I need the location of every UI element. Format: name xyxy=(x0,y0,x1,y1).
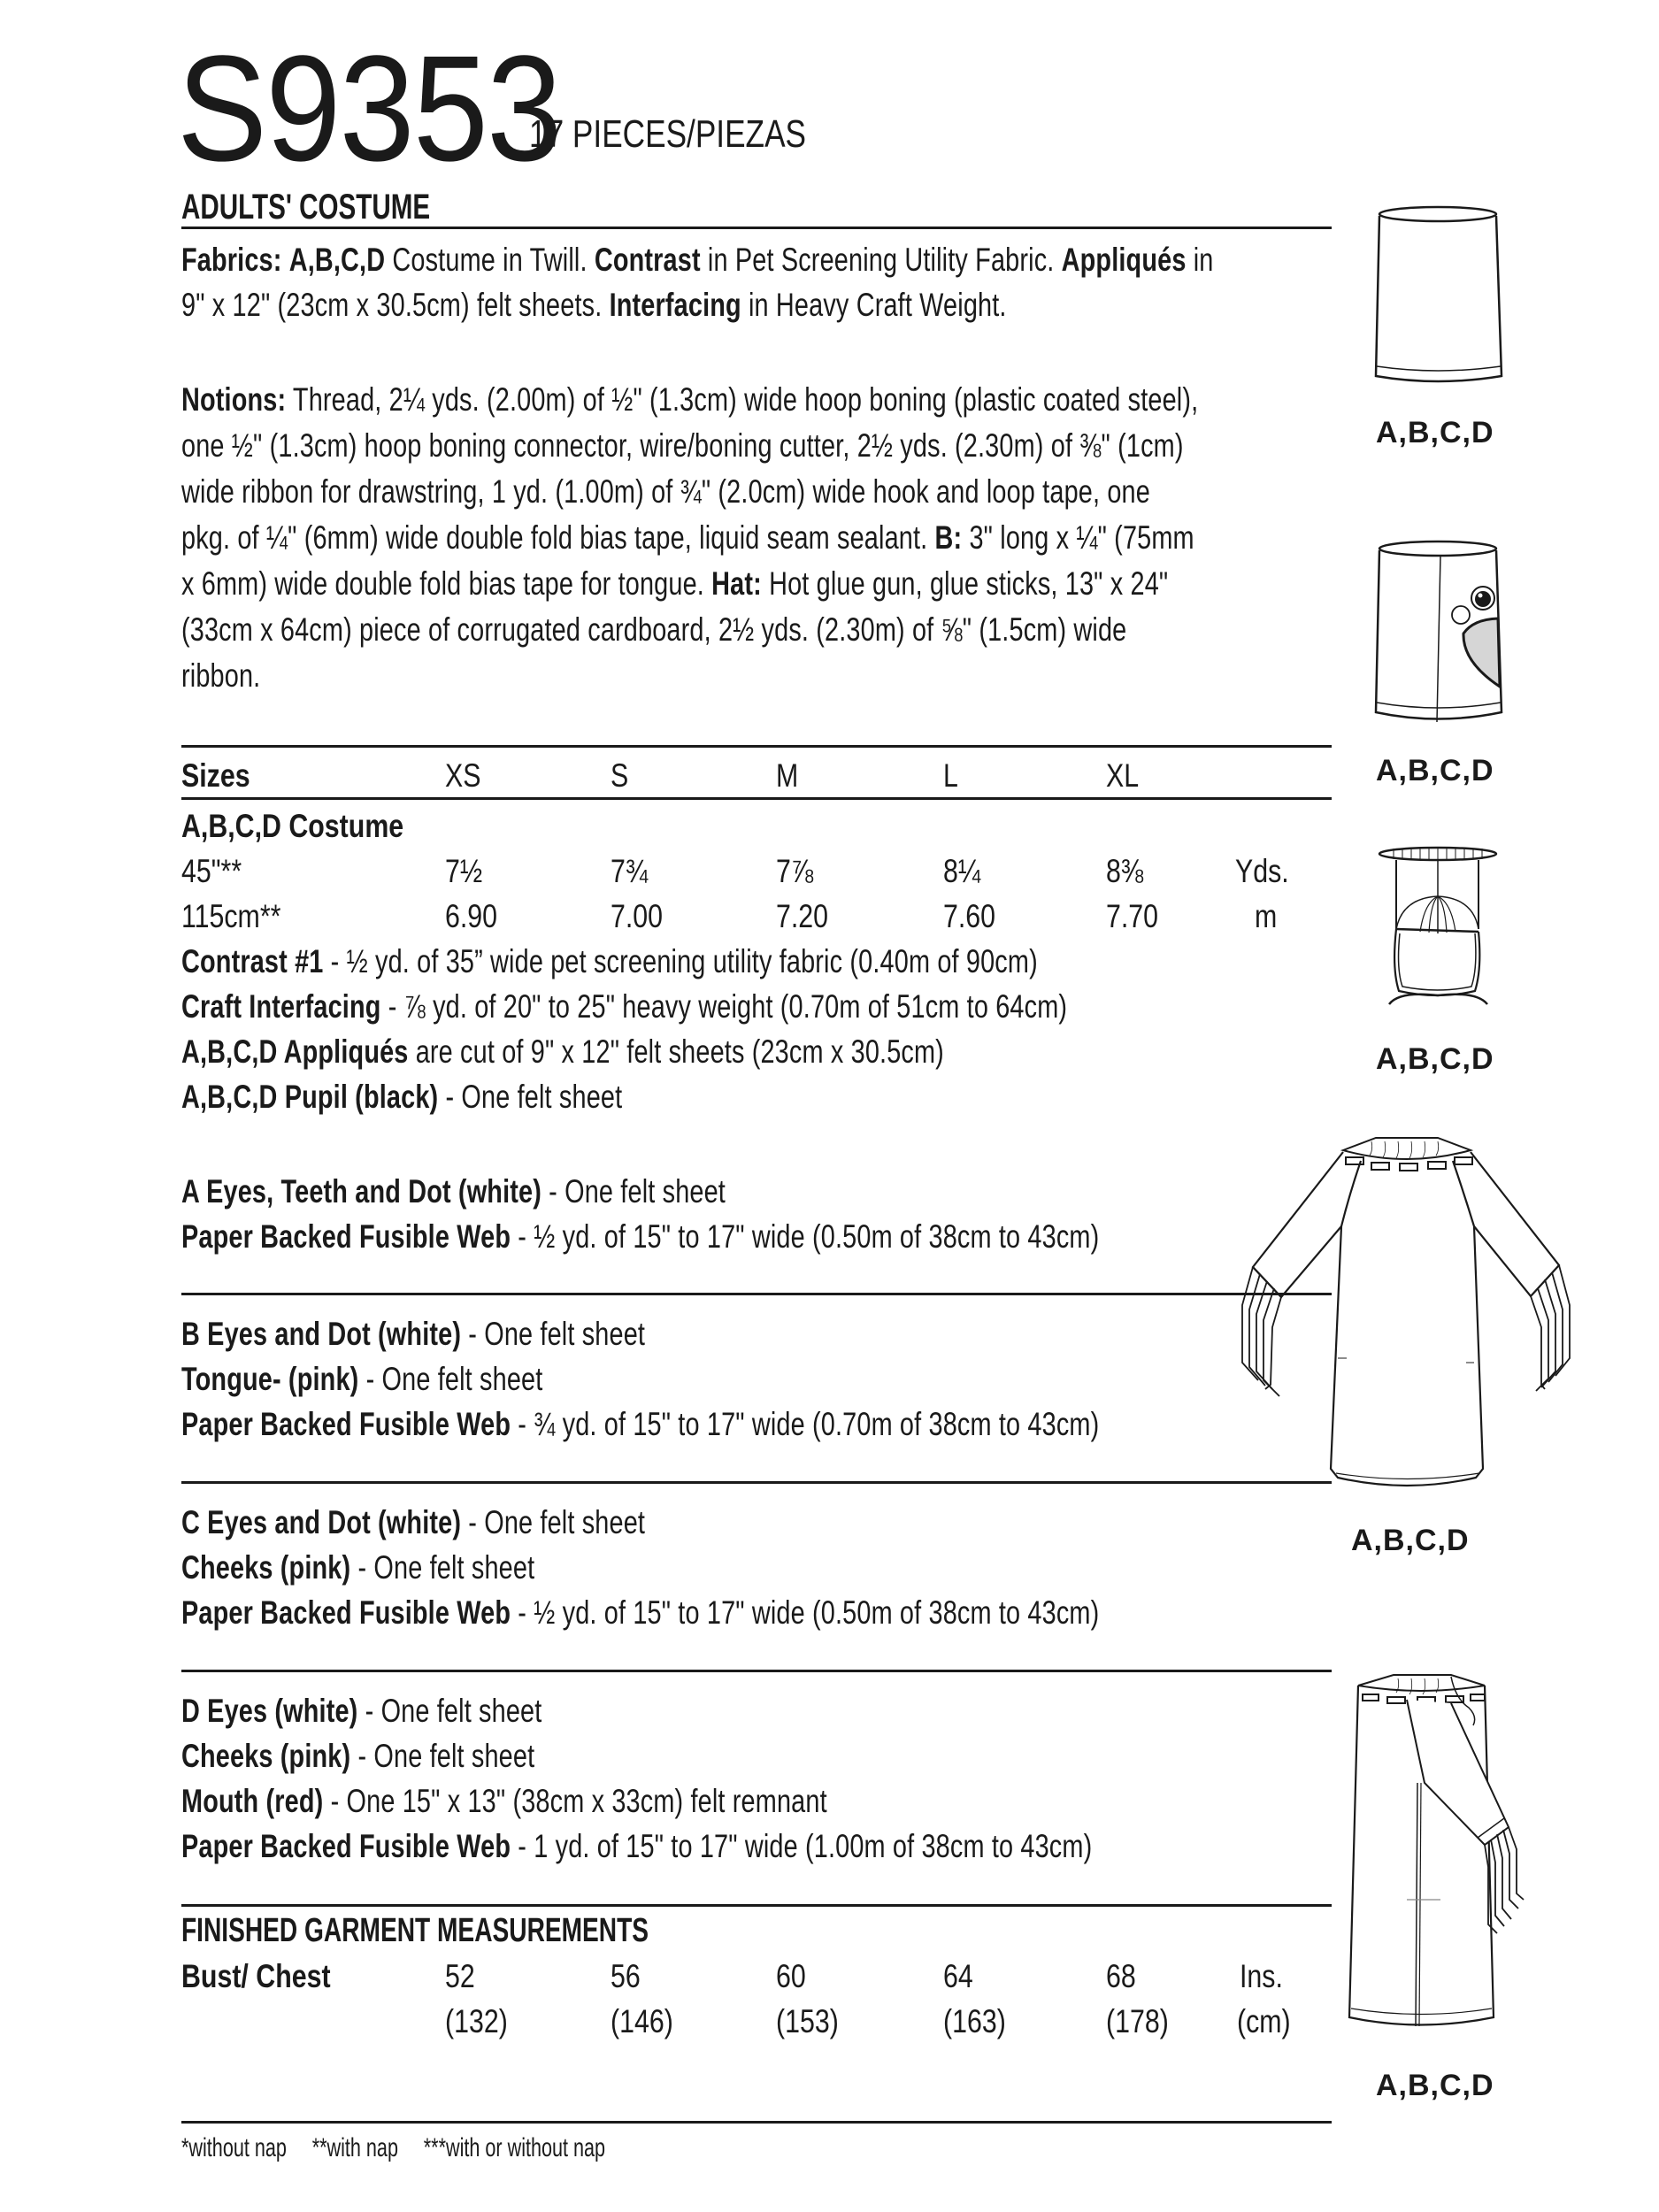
divider xyxy=(181,745,1332,748)
appliques-note: A,B,C,D Appliqués are cut of 9" x 12" felt sheets (23cm x 30.5cm) xyxy=(181,1033,944,1070)
yardage-m: 7⅞ xyxy=(776,853,814,889)
hat-frame-caption: A,B,C,D xyxy=(1376,1042,1494,1076)
divider xyxy=(181,1481,1332,1484)
notions-line-4: pkg. of ¼" (6mm) wide double fold bias tape, liquid seam sealant. B: 3" long x ¼" (75mm xyxy=(181,519,1194,556)
bust-m: 60 xyxy=(776,1958,806,1994)
measurements-heading: FINISHED GARMENT MEASUREMENTS xyxy=(181,1912,649,1949)
view-a-item-2: Paper Backed Fusible Web - ½ yd. of 15" to 17" wide (0.50m of 38cm to 43cm) xyxy=(181,1218,1100,1255)
size-xl: XL xyxy=(1106,757,1140,794)
contrast-note: Contrast #1 - ½ yd. of 35” wide pet screening utility fabric (0.40m of 90cm) xyxy=(181,943,1038,979)
piece-count: 17 PIECES/PIEZAS xyxy=(529,112,807,156)
yardage-xs: 7½ xyxy=(445,853,483,889)
bust-chest-label: Bust/ Chest xyxy=(181,1958,331,1994)
costume-front-caption: A,B,C,D xyxy=(1351,1524,1470,1557)
yardage-s: 7¾ xyxy=(611,853,649,889)
bust-s: 56 xyxy=(611,1958,641,1994)
footnotes: *without nap **with nap ***with or without nap xyxy=(181,2133,606,2162)
hat-plain-illustration xyxy=(1367,205,1509,382)
size-xs: XS xyxy=(445,757,481,794)
yardage-xl: 8⅜ xyxy=(1106,853,1144,889)
bust-xl: 68 xyxy=(1106,1958,1136,1994)
view-c-item-1: C Eyes and Dot (white) - One felt sheet xyxy=(181,1504,646,1540)
notions-line-6: (33cm x 64cm) piece of corrugated cardboard, 2½ yds. (2.30m) of ⅝" (1.5cm) wide xyxy=(181,611,1127,648)
meters-s: 7.00 xyxy=(611,898,664,934)
size-s: S xyxy=(611,757,629,794)
size-m: M xyxy=(776,757,799,794)
notions-line-7: ribbon. xyxy=(181,657,261,694)
meters-xs: 6.90 xyxy=(445,898,498,934)
view-b-item-2: Tongue- (pink) - One felt sheet xyxy=(181,1361,543,1397)
bust-cm-xl: (178) xyxy=(1106,2003,1169,2039)
fabrics-line-1: Fabrics: A,B,C,D Costume in Twill. Contrast in Pet Screening Utility Fabric. Appliqués in xyxy=(181,242,1214,278)
notions-line-5: x 6mm) wide double fold bias tape for tongue. Hat: Hot glue gun, glue sticks, 13" x 24" xyxy=(181,565,1169,602)
row-label-115cm: 115cm** xyxy=(181,898,281,934)
divider xyxy=(181,1293,1332,1295)
fabrics-line-2: 9" x 12" (23cm x 30.5cm) felt sheets. Interfacing in Heavy Craft Weight. xyxy=(181,287,1007,323)
unit-m: m xyxy=(1255,898,1278,934)
hat-frame-illustration xyxy=(1367,845,1509,1013)
view-b-item-1: B Eyes and Dot (white) - One felt sheet xyxy=(181,1316,646,1352)
divider xyxy=(181,227,1332,229)
divider xyxy=(181,1670,1332,1672)
notions-line-2: one ½" (1.3cm) hoop boning connector, wire/boning cutter, 2½ yds. (2.30m) of ⅜" (1cm) xyxy=(181,427,1184,464)
bust-cm-s: (146) xyxy=(611,2003,673,2039)
bust-cm-xs: (132) xyxy=(445,2003,508,2039)
view-d-item-4: Paper Backed Fusible Web - 1 yd. of 15" to 17" wide (1.00m of 38cm to 43cm) xyxy=(181,1828,1093,1864)
meters-m: 7.20 xyxy=(776,898,829,934)
meters-xl: 7.70 xyxy=(1106,898,1159,934)
view-a-item-1: A Eyes, Teeth and Dot (white) - One felt sheet xyxy=(181,1173,726,1210)
hat-face-illustration xyxy=(1367,538,1509,724)
meters-l: 7.60 xyxy=(943,898,996,934)
view-d-item-1: D Eyes (white) - One felt sheet xyxy=(181,1693,542,1729)
hat-face-caption: A,B,C,D xyxy=(1376,754,1494,787)
notions-line-1: Notions: Thread, 2¼ yds. (2.00m) of ½" (1.3cm) wide hoop boning (plastic coated steel), xyxy=(181,381,1199,418)
view-c-item-2: Cheeks (pink) - One felt sheet xyxy=(181,1549,535,1586)
costume-side-illustration xyxy=(1336,1668,1548,2039)
bust-cm-l: (163) xyxy=(943,2003,1006,2039)
interfacing-note: Craft Interfacing - ⅞ yd. of 20" to 25" heavy weight (0.70m of 51cm to 64cm) xyxy=(181,988,1068,1025)
unit-ins: Ins. xyxy=(1240,1958,1283,1994)
costume-label: A,B,C,D Costume xyxy=(181,808,404,844)
costume-side-caption: A,B,C,D xyxy=(1376,2069,1494,2102)
size-l: L xyxy=(943,757,958,794)
divider xyxy=(181,2121,1332,2124)
divider xyxy=(181,797,1332,800)
divider xyxy=(181,1904,1332,1907)
bust-cm-m: (153) xyxy=(776,2003,839,2039)
view-b-item-3: Paper Backed Fusible Web - ¾ yd. of 15" to 17" wide (0.70m of 38cm to 43cm) xyxy=(181,1406,1100,1442)
costume-front-illustration xyxy=(1239,1124,1593,1495)
view-d-item-3: Mouth (red) - One 15" x 13" (38cm x 33cm) felt remnant xyxy=(181,1783,827,1819)
unit-cm: (cm) xyxy=(1237,2003,1291,2039)
bust-l: 64 xyxy=(943,1958,973,1994)
bust-xs: 52 xyxy=(445,1958,475,1994)
view-d-item-2: Cheeks (pink) - One felt sheet xyxy=(181,1738,535,1774)
row-label-45: 45"** xyxy=(181,853,242,889)
sizes-label: Sizes xyxy=(181,757,250,794)
notions-line-3: wide ribbon for drawstring, 1 yd. (1.00m) of ¾" (2.0cm) wide hook and loop tape, one xyxy=(181,473,1150,510)
unit-yds: Yds. xyxy=(1235,853,1289,889)
yardage-l: 8¼ xyxy=(943,853,981,889)
pattern-subtitle: ADULTS' COSTUME xyxy=(181,188,431,227)
hat-plain-caption: A,B,C,D xyxy=(1376,416,1494,449)
pupil-note: A,B,C,D Pupil (black) - One felt sheet xyxy=(181,1079,623,1115)
pattern-number: S9353 xyxy=(177,25,561,193)
view-c-item-3: Paper Backed Fusible Web - ½ yd. of 15" to 17" wide (0.50m of 38cm to 43cm) xyxy=(181,1594,1100,1631)
